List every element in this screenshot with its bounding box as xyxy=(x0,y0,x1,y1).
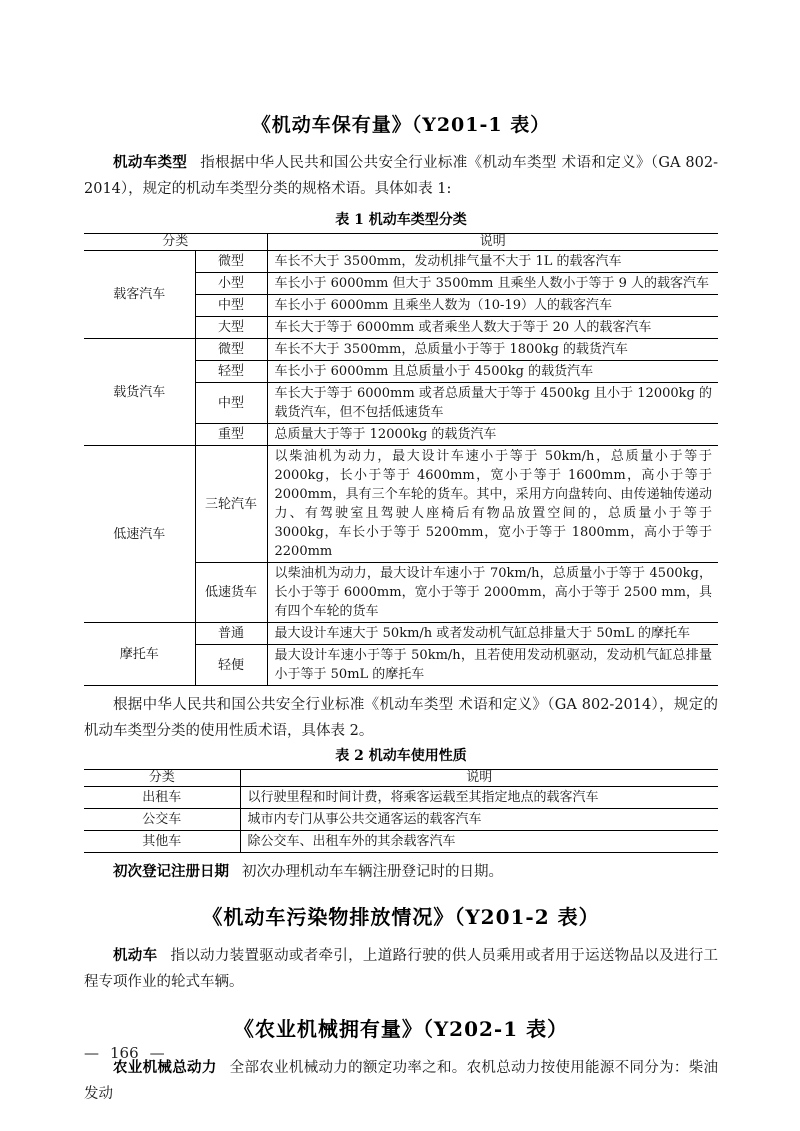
table1-desc-header-cell: 说明 xyxy=(267,234,718,251)
type-cell: 轻便 xyxy=(195,645,267,686)
agri-machinery-term: 农业机械总动力 xyxy=(113,1059,217,1076)
first-registration-date-term: 初次登记注册日期 xyxy=(113,863,229,880)
table-row xyxy=(84,809,718,831)
desc-cell: 最大设计车速大于 50km/h 或者发动机气缸总排量大于 50mL 的摩托车 xyxy=(267,623,718,645)
table-row xyxy=(84,787,718,809)
desc-cell: 城市内专门从事公共交通客运的载客汽车 xyxy=(240,809,718,831)
type-cell: 三轮汽车 xyxy=(195,446,267,563)
type-cell: 轻型 xyxy=(195,361,267,383)
footer-right-dash: — xyxy=(149,1044,165,1062)
vehicle-type-classification-table xyxy=(84,233,718,686)
section1-title: 《机动车保有量》（Y201-1 表） xyxy=(251,114,551,136)
type-cell: 低速货车 xyxy=(195,563,267,623)
desc-cell: 车长不大于 3500mm，总质量小于等于 1800kg 的载货汽车 xyxy=(267,339,718,361)
type-cell: 中型 xyxy=(195,383,267,424)
type-cell: 重型 xyxy=(195,424,267,446)
section2-title: 《机动车污染物排放情况》（Y201-2 表） xyxy=(202,905,600,929)
type-cell: 出租车 xyxy=(84,787,240,809)
type-cell: 微型 xyxy=(195,251,267,273)
type-cell: 普通 xyxy=(195,623,267,645)
table-row xyxy=(84,623,718,645)
motor-vehicle-type-definition: 指根据中华人民共和国公共安全行业标准《机动车类型 术语和定义》（GA 802-2014），规定的机动车类型分类的规格术语。具体如表 1: xyxy=(84,155,718,197)
group-cell-low-speed: 低速汽车 xyxy=(84,446,195,623)
type-cell: 大型 xyxy=(195,317,267,339)
section3-title: 《农业机械拥有量》（Y202-1 表） xyxy=(233,1017,569,1041)
desc-cell: 以柴油机为动力，最大设计车速小于 70km/h，总质量小于等于 4500kg，长小于等于 6000mm，宽小于等于 2000mm，高小于等于 2500 mm，具有四个车轮的货车 xyxy=(267,563,718,623)
first-registration-date-paragraph xyxy=(84,859,718,885)
table2-caption: 表 2 机动车使用性质 xyxy=(335,748,467,764)
group-cell-passenger: 载客汽车 xyxy=(84,251,195,339)
desc-cell: 以柴油机为动力，最大设计车速小于等于 50km/h，总质量小于等于 2000kg，长小于等于 4600mm，宽小于等于 1600mm，高小于等于 2000mm，具有三个车轮的货车。其中，采用方向盘转向、由传递轴传递动力、有驾驶室且驾驶人座椅后有物品放置空间的，总质量小于等于 3000kg，车长小于等于 5200mm，宽小于等于 1800mm，高小于等于 2200mm xyxy=(267,446,718,563)
table2-desc-header-cell: 说明 xyxy=(240,770,718,787)
vehicle-usage-nature-table xyxy=(84,769,718,853)
table-row xyxy=(84,339,718,361)
motor-vehicle-type-paragraph xyxy=(84,150,718,202)
desc-cell: 总质量大于等于 12000kg 的载货汽车 xyxy=(267,424,718,446)
table-row xyxy=(84,251,718,273)
type-cell: 小型 xyxy=(195,273,267,295)
motor-vehicle-term: 机动车 xyxy=(113,947,158,964)
table1-class-header-cell: 分类 xyxy=(84,234,267,251)
type-cell: 公交车 xyxy=(84,809,240,831)
desc-cell: 车长小于 6000mm 但大于 3500mm 且乘坐人数小于等于 9 人的载客汽车 xyxy=(267,273,718,295)
page-footer xyxy=(84,1044,165,1062)
motor-vehicle-type-term: 机动车类型 xyxy=(113,154,188,171)
usage-nature-paragraph: 根据中华人民共和国公共安全行业标准《机动车类型 术语和定义》（GA 802-2014），规定的机动车类型分类的使用性质术语，具体表 2。 xyxy=(84,697,718,739)
table-row xyxy=(84,446,718,563)
motor-vehicle-paragraph xyxy=(84,943,718,995)
agri-machinery-definition: 全部农业机械动力的额定功率之和。农机总动力按使用能源不同分为：柴油发动 xyxy=(84,1060,718,1102)
desc-cell: 除公交车、出租车外的其余载客汽车 xyxy=(240,831,718,853)
desc-cell: 车长大于等于 6000mm 或者总质量大于等于 4500kg 且小于 12000kg 的载货汽车，但不包括低速货车 xyxy=(267,383,718,424)
agri-machinery-paragraph xyxy=(84,1055,718,1107)
table1-header-row xyxy=(84,234,718,251)
type-cell: 其他车 xyxy=(84,831,240,853)
table2-header-row xyxy=(84,770,718,787)
group-cell-motorcycle: 摩托车 xyxy=(84,623,195,686)
type-cell: 微型 xyxy=(195,339,267,361)
desc-cell: 车长小于 6000mm 且乘坐人数为（10-19）人的载客汽车 xyxy=(267,295,718,317)
page-content xyxy=(84,112,718,1107)
desc-cell: 车长小于 6000mm 且总质量小于 4500kg 的载货汽车 xyxy=(267,361,718,383)
page-number: 166 xyxy=(110,1044,139,1062)
motor-vehicle-definition: 指以动力装置驱动或者牵引，上道路行驶的供人员乘用或者用于运送物品以及进行工程专项作业的轮式车辆。 xyxy=(84,948,719,990)
footer-left-dash: — xyxy=(84,1044,99,1062)
desc-cell: 车长不大于 3500mm，发动机排气量不大于 1L 的载客汽车 xyxy=(267,251,718,273)
table-row xyxy=(84,831,718,853)
table2-class-header-cell: 分类 xyxy=(84,770,240,787)
group-cell-truck: 载货汽车 xyxy=(84,339,195,446)
table1-caption: 表 1 机动车类型分类 xyxy=(335,212,467,228)
first-registration-date-definition: 初次办理机动车车辆注册登记时的日期。 xyxy=(242,864,503,880)
type-cell: 中型 xyxy=(195,295,267,317)
desc-cell: 以行驶里程和时间计费，将乘客运载至其指定地点的载客汽车 xyxy=(240,787,718,809)
desc-cell: 最大设计车速小于等于 50km/h，且若使用发动机驱动，发动机气缸总排量小于等于 50mL 的摩托车 xyxy=(267,645,718,686)
desc-cell: 车长大于等于 6000mm 或者乘坐人数大于等于 20 人的载客汽车 xyxy=(267,317,718,339)
